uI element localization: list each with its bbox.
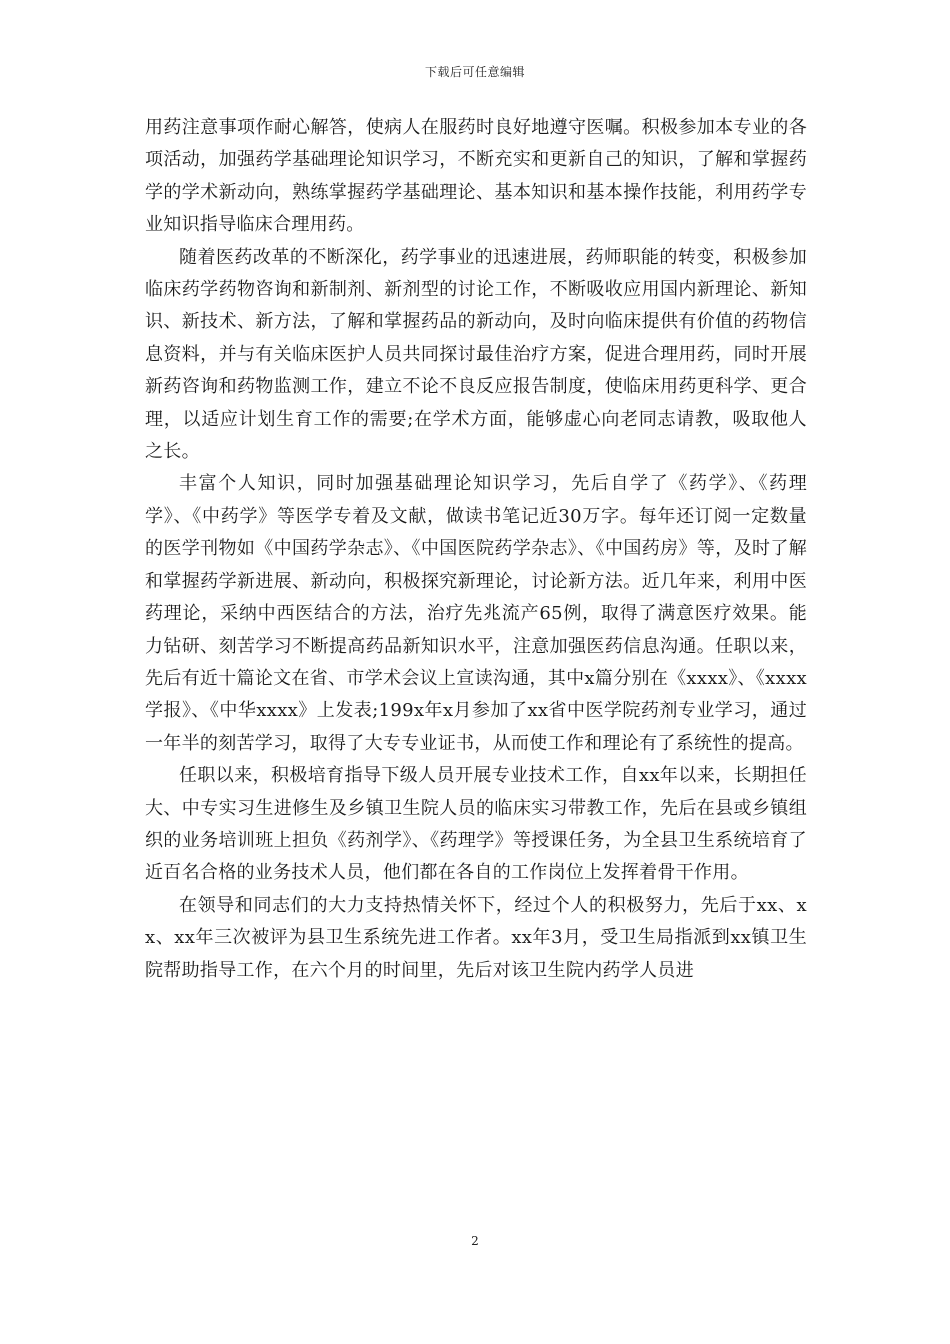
document-body xyxy=(145,112,807,987)
paragraph-3: 丰富个人知识，同时加强基础理论知识学习，先后自学了《药学》、《药理学》、《中药学》等医学专着及文献，做读书笔记近30万字。每年还订阅一定数量的医学刊物如《中国药学杂志》、《中国医院药学杂志》、《中国药房》等，及时了解和掌握药学新进展、新动向，积极探究新理论，讨论新方法。近几年来，利用中医药理论，采纳中西医结合的方法，治疗先兆流产65例，取得了满意医疗效果。能力钻研、刻苦学习不断提高药品新知识水平，注意加强医药信息沟通。任职以来，先后有近十篇论文在省、市学术会议上宣读沟通，其中x篇分别在《xxxx》、《xxxx学报》、《中华xxxx》上发表;199x年x月参加了xx省中医学院药剂专业学习，通过一年半的刻苦学习，取得了大专专业证书，从而使工作和理论有了系统性的提高。 xyxy=(145,473,807,754)
page-number: 2 xyxy=(471,1234,479,1248)
paragraph-1: 用药注意事项作耐心解答，使病人在服药时良好地遵守医嘱。积极参加本专业的各项活动，加强药学基础理论知识学习，不断充实和更新自己的知识，了解和掌握药学的学术新动向，熟练掌握药学基础理论、基本知识和基本操作技能，利用药学专业知识指导临床合理用药。 xyxy=(145,117,807,236)
paragraph-2: 随着医药改革的不断深化，药学事业的迅速进展，药师职能的转变，积极参加临床药学药物咨询和新制剂、新剂型的讨论工作，不断吸收应用国内新理论、新知识、新技术、新方法，了解和掌握药品的新动向，及时向临床提供有价值的药物信息资料，并与有关临床医护人员共同探讨最佳治疗方案，促进合理用药，同时开展新药咨询和药物监测工作，建立不论不良反应报告制度，使临床用药更科学、更合理，以适应计划生育工作的需要;在学术方面，能够虚心向老同志请教，吸取他人之长。 xyxy=(145,246,807,463)
page-header: 下载后可任意编辑 xyxy=(424,65,525,79)
paragraph-4: 任职以来，积极培育指导下级人员开展专业技术工作，自xx年以来，长期担任大、中专实习生进修生及乡镇卫生院人员的临床实习带教工作，先后在县或乡镇组织的业务培训班上担负《药剂学》、《药理学》等授课任务，为全县卫生系统培育了近百名合格的业务技术人员，他们都在各自的工作岗位上发挥着骨干作用。 xyxy=(145,765,807,884)
paragraph-5: 在领导和同志们的大力支持热情关怀下，经过个人的积极努力，先后于xx、xx、xx年三次被评为县卫生系统先进工作者。xx年3月，受卫生局指派到xx镇卫生院帮助指导工作，在六个月的时间里，先后对该卫生院内药学人员进 xyxy=(145,894,807,981)
